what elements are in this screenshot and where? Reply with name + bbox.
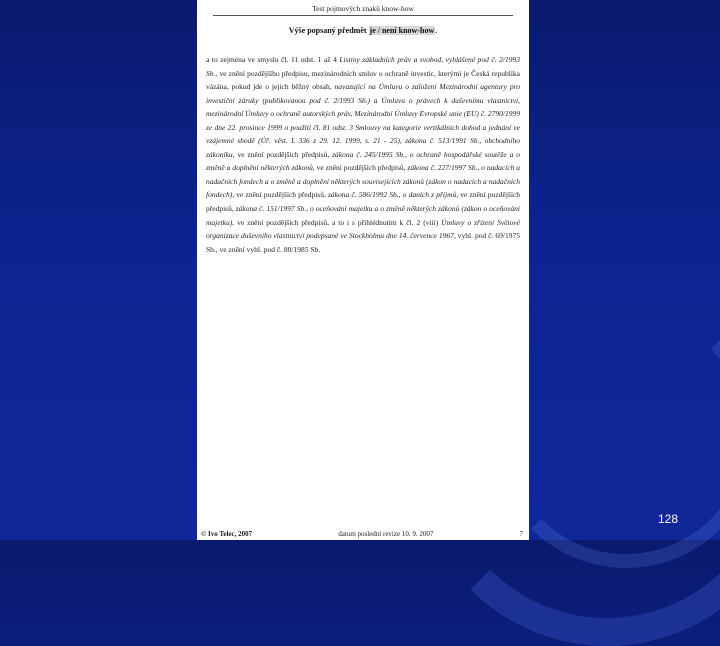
footer-author: © Ivo Telec, 2007 bbox=[201, 530, 253, 538]
paragraph-segment: ve znění pozdějších předpisů, bbox=[234, 149, 333, 159]
paragraph-segment: navazující na Úmluvu o založení Mezinárodní agentury pro investiční záruky (publikovanou pod č. 2/1993 Sb.) a Úmluvu o právech k duševnímu vlastnictví, mezinárodní Úmluvy o ochraně autorských práv, Mezinárodní Úmluvy Evropské unie (EU) č. 2790/1999 ze dne 22. prosince 1999 o použití čl. 81 odst. 3 Smlouvy na kategorie vertikálních dohod a jednání ve vzájemné shodě (Úř. věst. L 336 z 29. 12. 1999, s. 21 - 25), zákona č. 513/1991 Sb., obchodního zákoníku, bbox=[206, 82, 520, 159]
paragraph-segment: , ve znění pozdějších předpisů, a to i s přihlédnutím k čl. 2 (viii) bbox=[232, 217, 442, 227]
footer-page-number: 7 bbox=[519, 530, 523, 538]
paragraph-segment: a to zejména ve smyslu čl. 11 odst. 1 až 4 bbox=[206, 55, 340, 64]
page-footer bbox=[201, 530, 523, 538]
page-title bbox=[205, 26, 521, 35]
paragraph-segment: zákona č. 586/1992 Sb., o daních z příjmů, bbox=[328, 190, 459, 200]
title-text: Výše popsaný předmět bbox=[288, 26, 369, 35]
paragraph-segment: , ve znění pozdějších předpisů, bbox=[232, 190, 329, 200]
paragraph-segment: , ve znění pozdějšího předpisu, mezinárodních smluv o ochraně investic, kterými je Česká republika vázána, pokud jde o jejich běžný obsah, bbox=[206, 68, 520, 92]
paragraph-segment: Úmluvy o zřízení Světové organizace duševního vlastnictví podepsané ve Stockholmu dne 14. července 1967, bbox=[206, 217, 520, 241]
page-header: Test pojmových znaků know-how bbox=[205, 0, 521, 16]
paragraph-segment: zákona č. 151/1997 Sb., o oceňování majetku a o změně některých zákonů (zákon o oceňování majetku) bbox=[206, 204, 520, 227]
title-end: . bbox=[435, 26, 438, 35]
paragraph-segment: Listiny základních práv a svobod, vyhlášené pod č. 2/1993 Sb. bbox=[206, 55, 520, 78]
body-paragraph bbox=[205, 53, 521, 256]
paragraph-segment: zákona č. 227/1997 Sb., o nadacích a nadačních fondech a o změně a doplnění některých souvisejících zákonů (zákon o nadacích a nadačních fondech) bbox=[206, 163, 520, 200]
paragraph-segment: zákona č. 245/1995 Sb., o ochraně hospodářské soutěže a o změně a doplnění některých zákonů, bbox=[206, 149, 520, 173]
title-highlight: je / není know-how bbox=[369, 26, 435, 35]
document-page bbox=[197, 0, 529, 540]
paragraph-segment: vyhl. pod č. 69/1975 Sb., ve znění vyhl. pod č. 80/1985 Sb. bbox=[206, 231, 521, 254]
paragraph-segment: ve znění pozdějších předpisů, bbox=[314, 163, 408, 173]
footer-revision: datum poslední revize 10. 9. 2007 bbox=[338, 530, 434, 538]
slide-number: 128 bbox=[658, 512, 679, 526]
paragraph-segment: ve znění pozdějších předpisů, bbox=[206, 190, 520, 214]
